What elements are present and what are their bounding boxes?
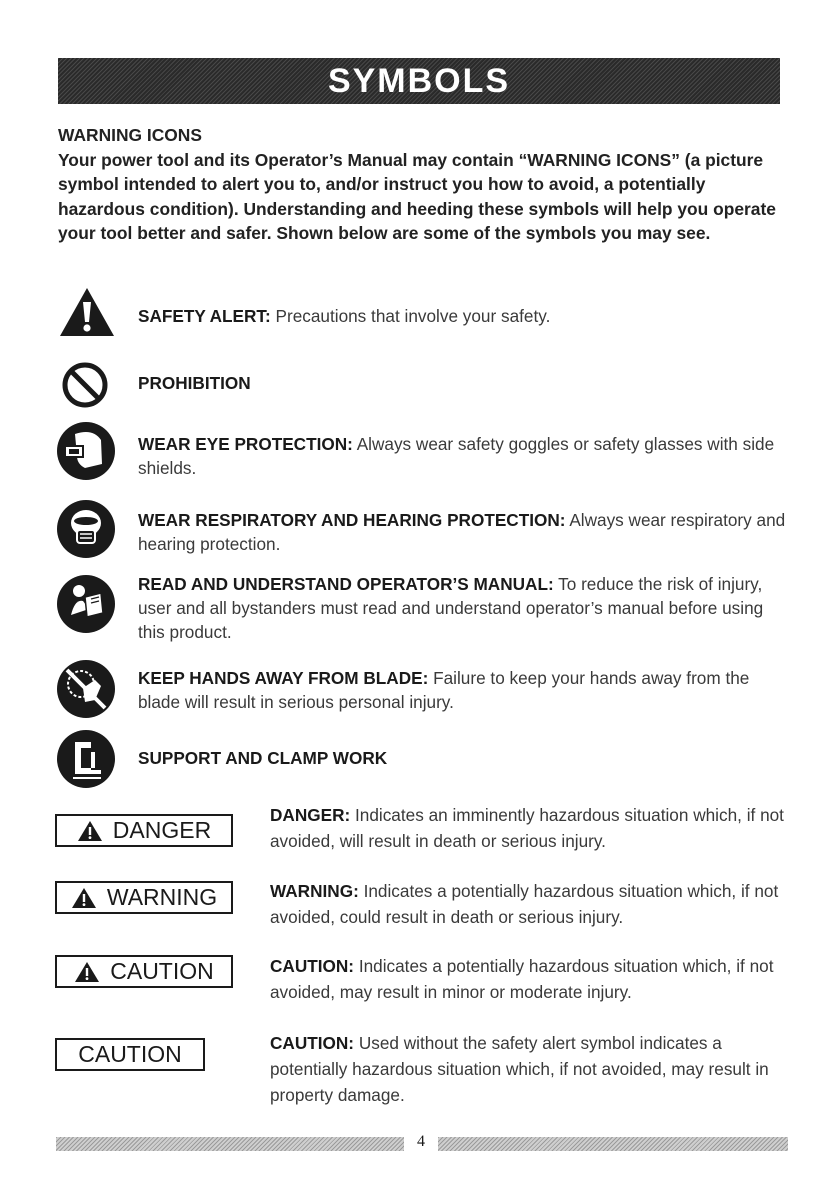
safety-alert-icon bbox=[77, 820, 103, 842]
warning-signal-box bbox=[55, 881, 233, 914]
symbol-text: Failure to keep your hands away from the blade will result in serious personal injury. bbox=[138, 668, 750, 712]
signal-text: Indicates a potentially hazardous situation which, if not avoided, could result in death or serious injury. bbox=[270, 881, 779, 927]
signal-word: CAUTION bbox=[110, 958, 214, 984]
symbol-item-prohibition bbox=[138, 371, 788, 395]
symbol-item-hands-away bbox=[138, 666, 788, 714]
symbol-item-respiratory bbox=[138, 508, 788, 556]
signal-text: Indicates a potentially hazardous situation which, if not avoided, may result in minor or moderate injury. bbox=[270, 956, 774, 1002]
caution-description bbox=[270, 1030, 800, 1108]
symbol-label: KEEP HANDS AWAY FROM BLADE: bbox=[138, 668, 429, 688]
safety-alert-icon bbox=[71, 887, 97, 909]
symbol-label: SUPPORT AND CLAMP WORK bbox=[138, 748, 388, 768]
eye-protection-icon bbox=[55, 420, 117, 482]
signal-word: CAUTION bbox=[78, 1041, 182, 1067]
symbol-label: WEAR RESPIRATORY AND HEARING PROTECTION: bbox=[138, 510, 566, 530]
signal-label: CAUTION: bbox=[270, 1033, 355, 1053]
symbol-text: Always wear respiratory and hearing protection. bbox=[138, 510, 786, 554]
danger-signal-box bbox=[55, 814, 233, 847]
prohibition-icon bbox=[61, 361, 109, 409]
signal-text: Indicates an imminently hazardous situation which, if not avoided, will result in death or serious injury. bbox=[270, 805, 784, 851]
intro-body: Your power tool and its Operator’s Manual may contain “WARNING ICONS” (a picture symbol intended to alert you to, and/or instruct you how to avoid, a potentially hazardous condition). Understanding and heeding these symbols will help you operate your tool better and safer. Shown below are some of the symbols you may see. bbox=[58, 149, 776, 243]
symbol-item-safety-alert bbox=[138, 304, 788, 328]
warning-description bbox=[270, 878, 800, 930]
symbol-label: READ AND UNDERSTAND OPERATOR’S MANUAL: bbox=[138, 574, 554, 594]
symbol-item-clamp bbox=[138, 746, 788, 770]
symbol-label: PROHIBITION bbox=[138, 373, 251, 393]
symbol-text: Always wear safety goggles or safety glasses with side shields. bbox=[138, 434, 775, 478]
page-title: SYMBOLS bbox=[327, 61, 511, 100]
symbol-item-eye-protection bbox=[138, 432, 788, 480]
signal-label: CAUTION: bbox=[270, 956, 355, 976]
clamp-icon bbox=[55, 728, 117, 790]
safety-alert-icon bbox=[74, 961, 100, 983]
symbol-item-read-manual bbox=[138, 572, 788, 644]
footer-bar-right bbox=[438, 1137, 788, 1151]
title-banner bbox=[58, 58, 780, 104]
read-manual-icon bbox=[55, 573, 117, 635]
footer-bar-left bbox=[56, 1137, 404, 1151]
caution-alert-signal-box bbox=[55, 955, 233, 988]
caution-signal-box bbox=[55, 1038, 205, 1071]
respirator-icon bbox=[55, 498, 117, 560]
signal-word: WARNING bbox=[106, 884, 218, 910]
signal-label: WARNING: bbox=[270, 881, 359, 901]
page-number: 4 bbox=[417, 1133, 425, 1150]
symbol-text: To reduce the risk of injury, user and all bystanders must read and understand operator’s manual before using this product. bbox=[138, 574, 764, 642]
hands-away-icon bbox=[55, 658, 117, 720]
caution-alert-description bbox=[270, 953, 800, 1005]
danger-description bbox=[270, 802, 800, 854]
symbol-label: SAFETY ALERT: bbox=[138, 306, 271, 326]
symbol-text: Precautions that involve your safety. bbox=[275, 306, 551, 326]
signal-label: DANGER: bbox=[270, 805, 351, 825]
symbol-label: WEAR EYE PROTECTION: bbox=[138, 434, 353, 454]
intro-heading: WARNING ICONS bbox=[58, 125, 202, 145]
signal-word: DANGER bbox=[112, 817, 212, 843]
intro-paragraph bbox=[58, 123, 788, 246]
signal-text: Used without the safety alert symbol indicates a potentially hazardous situation which, if not avoided, may result in property damage. bbox=[270, 1033, 769, 1105]
safety-alert-icon bbox=[58, 286, 116, 338]
